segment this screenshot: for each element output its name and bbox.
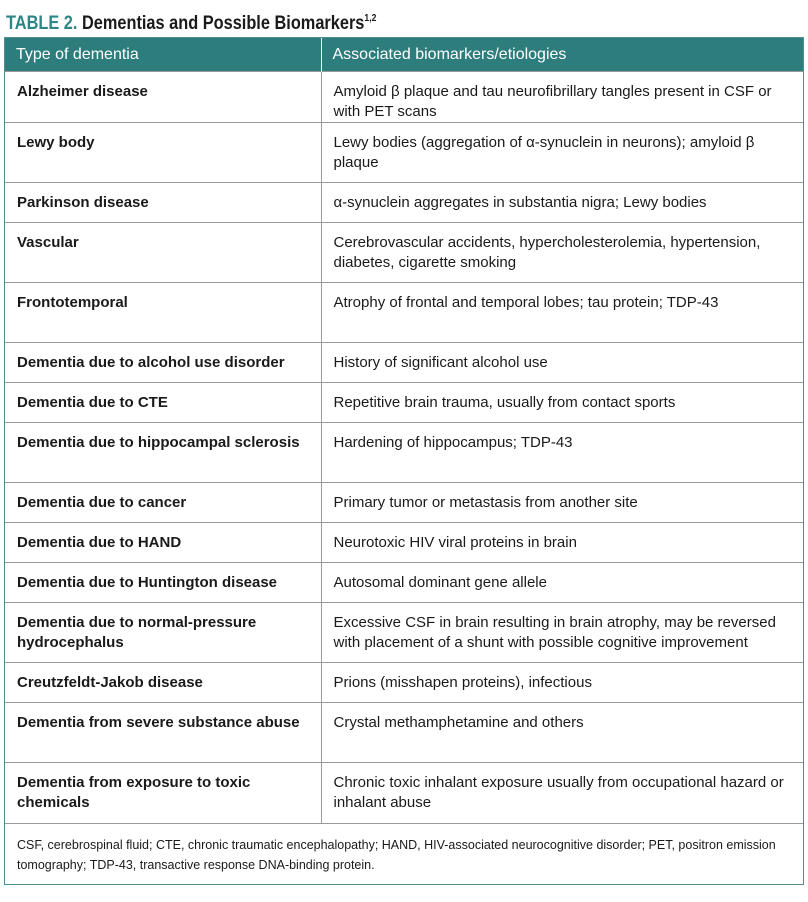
table-title — [6, 4, 376, 34]
biomarkers-cell: Lewy bodies (aggregation of α-synuclein in neurons); amyloid β plaque — [321, 123, 803, 183]
table-row — [5, 183, 803, 223]
table-footnote: CSF, cerebrospinal fluid; CTE, chronic traumatic encephalopathy; HAND, HIV-associated neurocognitive disorder; PET, positron emission tomography; TDP-43, transactive response DNA-binding protein. — [5, 823, 803, 884]
dementia-type-cell: Vascular — [5, 223, 321, 283]
dementia-type-cell: Alzheimer disease — [5, 72, 321, 123]
table-row — [5, 123, 803, 183]
biomarkers-cell: Autosomal dominant gene allele — [321, 563, 803, 603]
biomarkers-cell: Excessive CSF in brain resulting in brain atrophy, may be reversed with placement of a shunt with possible cognitive improvement — [321, 603, 803, 663]
dementia-type-cell: Dementia due to cancer — [5, 483, 321, 523]
dementia-table — [5, 38, 803, 823]
biomarkers-cell: Hardening of hippocampus; TDP-43 — [321, 423, 803, 483]
table-row — [5, 763, 803, 823]
table-title-text: Dementias and Possible Biomarkers — [81, 13, 365, 34]
table-row — [5, 523, 803, 563]
biomarkers-cell: Repetitive brain trauma, usually from contact sports — [321, 383, 803, 423]
biomarkers-cell: Crystal methamphetamine and others — [321, 703, 803, 763]
table-row — [5, 72, 803, 123]
biomarkers-cell: Neurotoxic HIV viral proteins in brain — [321, 523, 803, 563]
table-row — [5, 663, 803, 703]
dementia-type-cell: Dementia due to CTE — [5, 383, 321, 423]
dementia-type-cell: Dementia from severe substance abuse — [5, 703, 321, 763]
table-row — [5, 223, 803, 283]
biomarkers-cell: α-synuclein aggregates in substantia nigra; Lewy bodies — [321, 183, 803, 223]
biomarkers-cell: Prions (misshapen proteins), infectious — [321, 663, 803, 703]
dementia-type-cell: Lewy body — [5, 123, 321, 183]
table-frame — [4, 37, 804, 885]
dementia-type-cell: Dementia due to HAND — [5, 523, 321, 563]
biomarkers-cell: Chronic toxic inhalant exposure usually from occupational hazard or inhalant abuse — [321, 763, 803, 823]
dementia-type-cell: Dementia from exposure to toxic chemicals — [5, 763, 321, 823]
table-number: TABLE 2. — [6, 13, 78, 34]
biomarkers-cell: History of significant alcohol use — [321, 343, 803, 383]
table-row — [5, 563, 803, 603]
dementia-type-cell: Dementia due to alcohol use disorder — [5, 343, 321, 383]
table-row — [5, 703, 803, 763]
header-biomarkers: Associated biomarkers/etiologies — [321, 38, 803, 72]
biomarkers-cell: Primary tumor or metastasis from another site — [321, 483, 803, 523]
table-row — [5, 483, 803, 523]
table-row — [5, 383, 803, 423]
dementia-type-cell: Creutzfeldt-Jakob disease — [5, 663, 321, 703]
dementia-type-cell: Dementia due to Huntington disease — [5, 563, 321, 603]
dementia-type-cell: Dementia due to hippocampal sclerosis — [5, 423, 321, 483]
biomarkers-cell: Amyloid β plaque and tau neurofibrillary tangles present in CSF or with PET scans — [321, 72, 803, 123]
biomarkers-cell: Atrophy of frontal and temporal lobes; tau protein; TDP-43 — [321, 283, 803, 343]
table-row — [5, 423, 803, 483]
table-row — [5, 343, 803, 383]
citation-superscript: 1,2 — [364, 13, 377, 24]
biomarkers-cell: Cerebrovascular accidents, hypercholesterolemia, hypertension, diabetes, cigarette smoking — [321, 223, 803, 283]
header-type-of-dementia: Type of dementia — [5, 38, 321, 72]
table-row — [5, 283, 803, 343]
dementia-type-cell: Dementia due to normal-pressure hydrocephalus — [5, 603, 321, 663]
dementia-type-cell: Parkinson disease — [5, 183, 321, 223]
table-row — [5, 603, 803, 663]
dementia-type-cell: Frontotemporal — [5, 283, 321, 343]
table-header-row — [5, 38, 803, 72]
